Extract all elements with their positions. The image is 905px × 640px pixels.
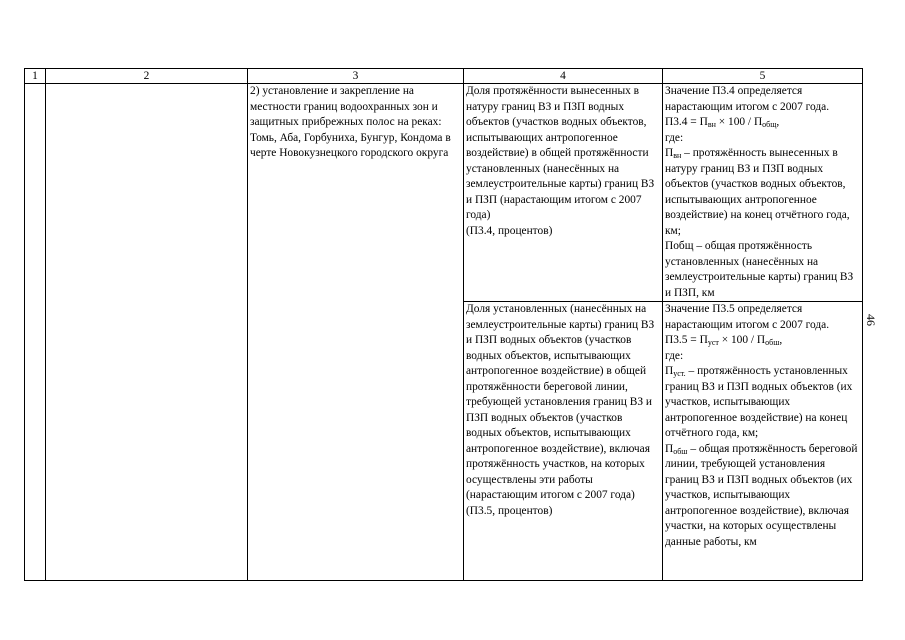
definition-p35-2: [665, 442, 860, 551]
indicator-text-p34: Доля протяжённости вынесенных в натуру границ ВЗ и ПЗП водных объектов (участков водных объектов, испытывающих антропогенное воздействие) в общей протяжённости установленных (нанесённых на землеустроительные карты) границ ВЗ и ПЗП (нарастающим итогом с 2007 года): [466, 85, 655, 221]
table-row: [25, 84, 863, 302]
definition-symbol: П: [665, 147, 674, 159]
column-number-1: 1: [25, 69, 46, 84]
indicator-code-p35: (П3.5, процентов): [466, 504, 553, 517]
formula-end: ,: [776, 116, 780, 128]
formula-middle: × 100 / П: [718, 334, 766, 346]
definition-text: – протяжённость вынесенных в натуру границ ВЗ и ПЗП водных объектов (участков водных объектов, испытывающих антропогенное воздействие) на конец отчётного года, км;: [665, 147, 850, 237]
formula-end: ,: [779, 334, 783, 346]
definition-p35-1: [665, 364, 860, 442]
definition-symbol: П: [665, 365, 674, 377]
definition-subscript: уст.: [673, 369, 686, 378]
indicator-cell-p34: [464, 84, 663, 302]
formula-subscript: уст: [707, 338, 719, 347]
definition-subscript: обш: [673, 446, 688, 456]
definition-text: – протяжённость установленных границ ВЗ и ПЗП водных объектов (их участков, испытывающих антропогенное воздействие) на конец отчётного года, км;: [665, 365, 853, 439]
row-number-cell: [25, 84, 46, 581]
where-label: где:: [665, 349, 684, 362]
column-number-2: 2: [46, 69, 248, 84]
formula-p34: [665, 115, 860, 131]
formula-subscript: вн: [707, 120, 716, 129]
formula-p35: [665, 333, 860, 349]
formula-lhs: П3.4 = П: [665, 116, 708, 128]
indicator-code-p34: (П3.4, процентов): [466, 224, 553, 237]
definition-subscript: вн: [673, 151, 682, 160]
formula-lhs: П3.5 = П: [665, 334, 708, 346]
definition-p34-1: [665, 146, 860, 239]
indicator-cell-p35: [464, 302, 663, 581]
method-cell-p35: [663, 302, 863, 581]
method-intro-p34: Значение П3.4 определяется нарастающим итогом с 2007 года.: [665, 85, 830, 113]
column-number-4: 4: [464, 69, 663, 84]
column-number-5: 5: [663, 69, 863, 84]
program-cell: [46, 84, 248, 581]
page-number: 46: [864, 314, 878, 326]
activity-cell: [248, 84, 464, 581]
formula-subscript: обш: [765, 338, 780, 347]
formula-subscript: общ: [762, 120, 777, 129]
method-cell-p34: [663, 84, 863, 302]
indicator-text-p35: Доля установленных (нанесённых на землеустроительные карты) границ ВЗ и ПЗП водных объектов (участков водных объектов, испытывающих антропогенное воздействие) в общей протяжённости береговой линии, требующей установления границ ВЗ и ПЗП водных объектов (участков водных объектов, испытывающих антропогенное воздействие), включая протяжённость участков, на которых осуществлены эти работы (нарастающим итогом с 2007 года): [466, 303, 655, 501]
formula-middle: × 100 / П: [715, 116, 763, 128]
definition-symbol: П: [665, 442, 674, 455]
where-label: где:: [665, 131, 684, 144]
definition-text: – общая протяжённость береговой линии, требующей установления границ ВЗ и ПЗП водных объектов (их участков, испытывающих антропогенное воздействие), включая участки, на которых осуществлены данные работы, км: [665, 442, 858, 548]
definition-p34-2: Побщ – общая протяжённость установленных (нанесённых на землеустроительные карты) границ ВЗ и ПЗП, км: [665, 240, 854, 299]
column-number-row: [25, 69, 863, 84]
column-number-3: 3: [248, 69, 464, 84]
activity-text: 2) установление и закрепление на местности границ водоохранных зон и защитных прибрежных полос на реках: Томь, Аба, Горбуниха, Бунгур, Кондома в черте Новокузнецкого городского округа: [250, 85, 451, 159]
indicator-table: [24, 68, 863, 581]
method-intro-p35: Значение П3.5 определяется нарастающим итогом с 2007 года.: [665, 303, 830, 331]
